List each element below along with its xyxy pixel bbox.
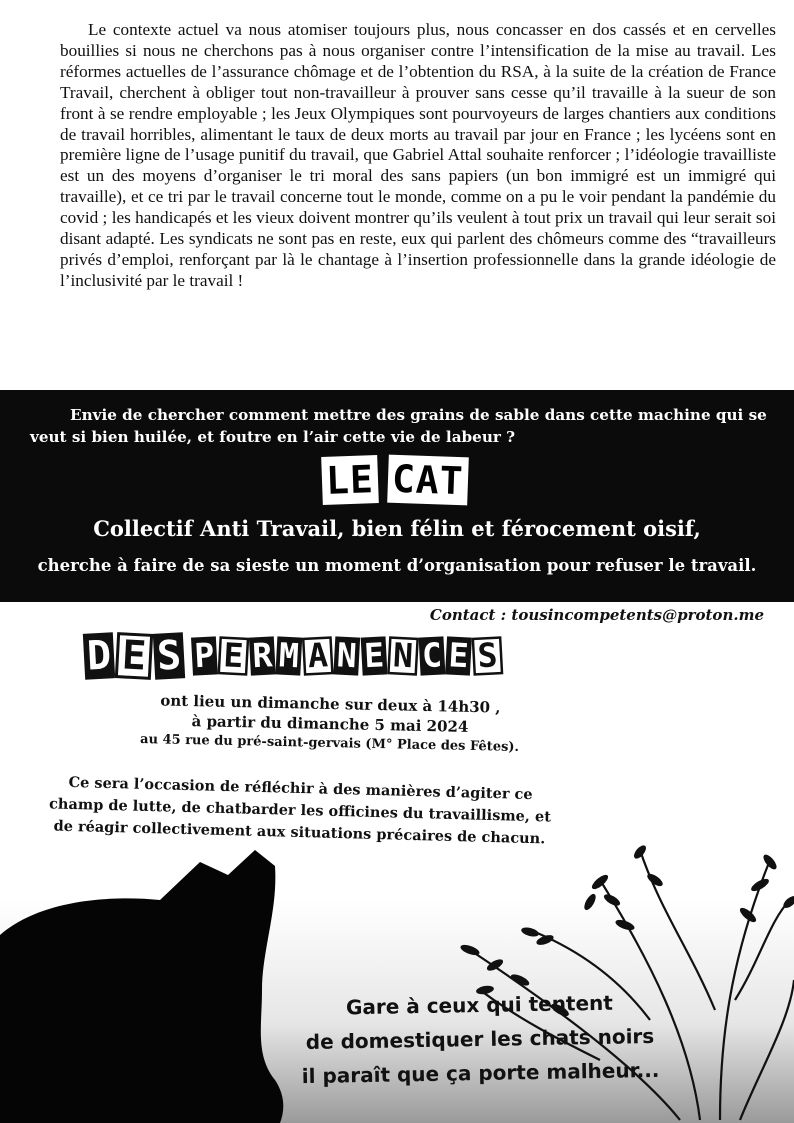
title-des-letter: E xyxy=(115,632,153,680)
contact-line: Contact : tousincompetents@proton.me xyxy=(429,606,764,624)
title-des-letter: S xyxy=(153,632,185,680)
title-permanences-letter: M xyxy=(276,636,303,675)
title-word-des xyxy=(84,626,186,686)
schedule-line-1: ont lieu un dimanche sur deux à 14h30 , xyxy=(160,691,501,717)
permanences-title xyxy=(84,622,504,696)
warning-line-3: il paraît que ça porte malheur... xyxy=(301,1057,660,1089)
title-permanences-letter: C xyxy=(418,636,445,675)
warning-line-2: de domestiquer les chats noirs xyxy=(305,1023,655,1055)
collective-name: Collectif Anti Travail, bien félin et férocement oisif, xyxy=(93,516,701,541)
title-des-letter: D xyxy=(83,632,115,680)
title-permanences-letter: S xyxy=(472,636,504,676)
title-permanences-letter: E xyxy=(360,636,387,675)
warning-text xyxy=(269,984,691,1093)
title-permanences-letter: P xyxy=(191,636,218,675)
black-cat-silhouette-icon xyxy=(0,850,283,1123)
logo-word-cat: CAT xyxy=(387,455,468,506)
warning-line-1: Gare à ceux qui tentent xyxy=(345,990,614,1020)
title-permanences-letter: R xyxy=(249,636,276,675)
logo-word-le: LE xyxy=(321,455,378,505)
banner-question: Envie de chercher comment mettre des grains de sable dans cette machine qui se veut si bien huilée, et foutre en l’air cette vie de labeur ? xyxy=(30,406,767,446)
title-permanences-letter: A xyxy=(302,636,334,676)
occasion-text: Ce sera l’occasion de réfléchir à des manières d’agiter ce champ de lutte, de chatbarder les officines du travaillisme, et de réagir collectivement aux situations précaires de chacun. xyxy=(48,773,552,848)
title-permanences-letter: E xyxy=(218,636,250,676)
title-word-permanences xyxy=(192,631,504,681)
schedule-block xyxy=(119,690,540,759)
cat-banner xyxy=(0,390,794,602)
schedule-line-2: à partir du dimanche 5 mai 2024 xyxy=(191,712,469,736)
le-cat-logo xyxy=(322,452,467,508)
title-permanences-letter: N xyxy=(334,636,361,675)
title-permanences-letter: N xyxy=(387,636,419,676)
collective-description: cherche à faire de sa sieste un moment d’organisation pour refuser le travail. xyxy=(37,556,757,575)
title-permanences-letter: E xyxy=(445,636,472,675)
schedule-address: au 45 rue du pré-saint-gervais (M° Place des Fêtes). xyxy=(139,732,520,755)
intro-paragraph: Le contexte actuel va nous atomiser toujours plus, nous concasser en dos cassés et en cervelles bouillies si nous ne cherchons pas à nous organiser contre l’intensification de la mise au travail. Les réformes actuelles de l’assurance chômage et de l’obtention du RSA, à la suite de la création de France Travail, cherchent à obliger tout non-travailleur à prouver sans cesse qu’il travaille à la sueur de son front à se rendre employable ; les Jeux Olympiques sont pourvoyeurs de larges chantiers aux conditions de travail horribles, alimentant le taux de deux morts au travail par jour en France ; les lycéens sont en première ligne de l’usage punitif du travail, que Gabriel Attal souhaite renforcer ; l’idéologie travailliste est un des moyens d’organiser le tri moral des sans papiers (un bon immigré est un immigré qui travaille), et ce tri par le travail concerne tout le monde, comme on a pu le voir pendant la pandémie du covid ; les handicapés et les vieux doivent montrer qu’ils veulent à tout prix un travail qui leur serait soi disant adapté. Les syndicats ne sont pas en reste, eux qui parlent des chômeurs comme des “travailleurs privés d’emploi, renforçant par là le chantage à l’insertion professionnelle dans la grande idéologie de l’inclusivité par le travail ! xyxy=(60,20,776,290)
